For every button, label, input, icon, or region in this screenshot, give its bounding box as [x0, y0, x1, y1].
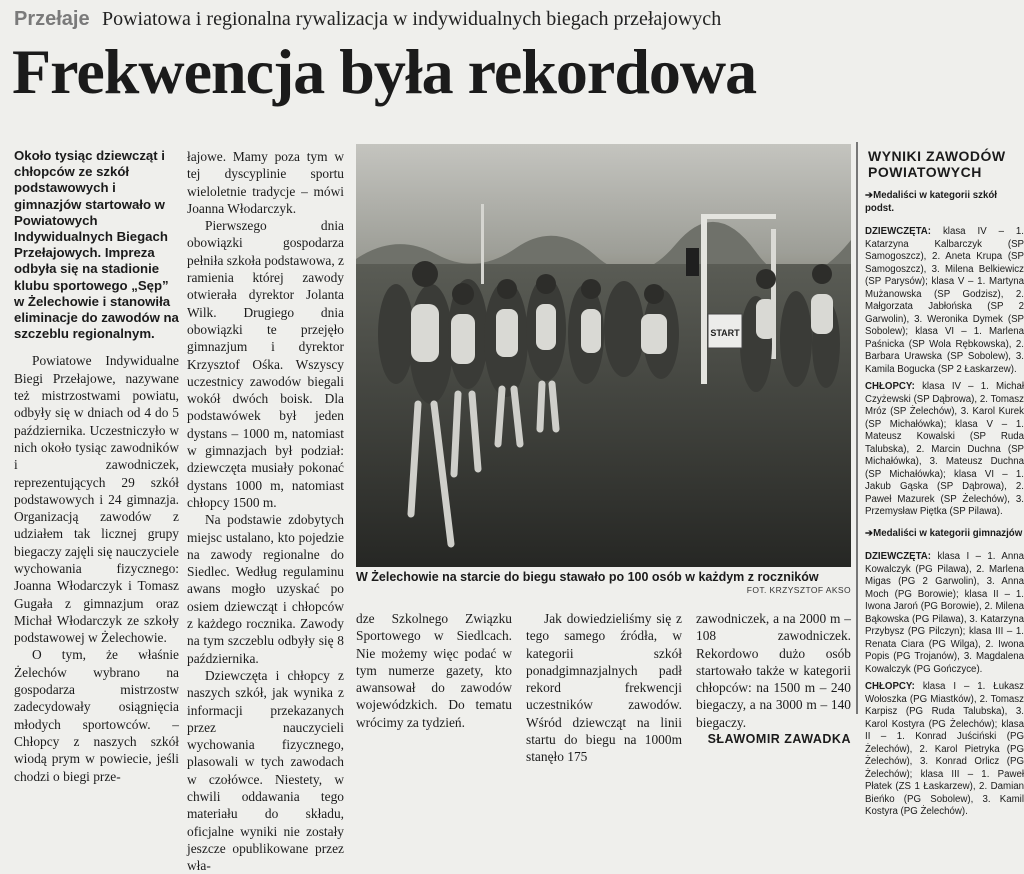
article-column-3 [356, 610, 512, 730]
body-paragraph: Powiatowe Indywidualne Biegi Przełajowe, nazywane też mistrzostwami powiatu, odbyły się w dniach od 4 do 5 października. Uczestniczyło w nich około tysiąc zawodników i zawodniczek, reprezentujących 29 szkół podstawowych i 24 gimnazja. Organizacją zawodów z udziałem tak licznej grupy biegaczy zajęli się nauczyciele wychowania fizycznego: Joanna Włodarczyk i Tomasz Gugała z gimnazjum oraz Michał Włodarczyk ze szkoły podstawowej w Żelechowie. [14, 353, 179, 646]
results-sidebar [856, 142, 1024, 817]
results-text: klasa I – 1. Łukasz Wołoszka (PG Miastków), 2. Tomasz Karpisz (PG Ruda Talubska), 3. Karol Kostyra (PG Żelechów); klasa II – 1. Konrad Juściński (PG Żelechów), 2. Karol Pietryka (PG Żelechów), 3. Konrad Orlicz (PG Żelechów); klasa III – 1. Paweł Płatek (ZS 1 Łaskarzew), 2. Damian Bieńko (PG Sobolew), 3. Kamil Kostyra (PG Żelechów). [865, 681, 1024, 817]
arrow-icon: ➔ [865, 527, 874, 539]
results-text: klasa I – 1. Anna Kowalczyk (PG Pilawa), 2. Marlena Migas (PG 2 Garwolin), 3. Anna Moch (PG Borowie); klasa II – 1. Iwona Jaroń (PG Borowie), 2. Milena Bąkowska (PG Pilawa), 3. Katarzyna Przybysz (PG Pilczyn); klasa III – 1. Renata Ciara (PG Wilga), 2. Iwona Popis (PG Trojanów), 3. Magdalena Kowalczyk (PG Gończyce). [865, 551, 1024, 675]
article-column-1 [14, 148, 179, 784]
kicker-subtitle: Powiatowa i regionalna rywalizacja w indywidualnych biegach przełajowych [101, 8, 722, 30]
results-paragraph [865, 226, 1024, 376]
results-label: CHŁOPCY: [865, 381, 915, 392]
results-paragraph [865, 551, 1024, 676]
photo-credit: FOT. KRZYSZTOF AKSO [746, 585, 851, 595]
body-paragraph: łajowe. Mamy poza tym w tej dyscyplinie sportu wieloletnie tradycje – mówi Joanna Włodarczyk. [187, 149, 344, 216]
body-paragraph: Na podstawie zdobytych miejsc ustalano, kto pojedzie na zawody regionalne do Siedlec. Według regulaminu awans mogło uzyskać po osiem dziewcząt i chłopców z każdego rocznika. Zawody na tym szczeblu odbyły się 8 października. [187, 512, 344, 666]
results-text: klasa IV – 1. Michał Czyżewski (SP Dąbrowa), 2. Tomasz Mróz (SP Żelechów), 3. Karol Kurek (SP Michałówka); klasa V – 1. Mateusz Kowalski (SP Ruda Talubska), 2. Marcin Duchna (SP Michałówka), 3. Mateusz Duchna (SP Michałówka); klasa VI – 1. Jakub Gąska (SP Dąbrowa), 2. Paweł Mazurek (SP Żelechów), 3. Przemysław Piętka (SP Pilawa). [865, 381, 1024, 517]
body-paragraph: zawodniczek, a na 2000 m – 108 zawodniczek. Rekordowo dużo osób startowało także w kategorii chłopców: na 1500 m – 240 biegaczy, a na 3000 m – 140 biegaczy. [696, 611, 851, 730]
race-start-photo [356, 144, 851, 567]
body-paragraph: Dziewczęta i chłopcy z naszych szkół, jak wynika z informacji przekazanych przez nauczycieli wychowania fizycznego, plasowali w tych zawodach w czołówce. Niestety, w chwili oddawania tego materiału do składu, oficjalne wyniki nie zostały jeszcze opublikowane przez wła- [187, 667, 344, 874]
kicker [14, 6, 721, 31]
results-paragraph [865, 681, 1024, 819]
category-heading-text: Medaliści w kategorii szkół podst. [865, 190, 997, 214]
results-paragraph [865, 381, 1024, 519]
lead-paragraph: Około tysiąc dziewcząt i chłopców ze szkół podstawowych i gimnazjów startowało w Powiatowych Indywidualnych Biegach Przełajowych. Impreza odbyła się na stadionie klubu sportowego „Sęp” w Żelechowie i stanowiła eliminacje do zawodów na szczeblu regionalnym. [14, 148, 179, 342]
results-text: klasa IV – 1. Katarzyna Kalbarczyk (SP Samogoszcz), 2. Aneta Krupa (SP Samogoszcz), 3. Milena Belkiewicz (SP Parysów); klasa V – 1. Martyna Mużanowska (SP Godzisz), 2. Małgorzata Jabłońska (SP 2 Garwolin), 3. Weronika Dymek (SP Sobolew); klasa VI – 1. Marlena Paśnicka (SP Wola Rębkowska), 2. Barbara Urawska (SP Sobolew), 3. Kamila Bogucka (SP 2 Łaskarzew). [865, 226, 1024, 375]
arrow-icon: ➔ [865, 190, 874, 201]
sidebar-title: WYNIKI ZAWODÓW POWIATOWYCH [868, 148, 1006, 180]
flag-pole [481, 204, 484, 284]
body-paragraph: Pierwszego dnia obowiązki gospodarza pełniła szkoła podstawowa, z ramienia której zawody otwierała dyrektor Jolanta Wilk. Drugiego dnia obowiązki te przejęło gimnazjum i dyrektor Krzysztof Ośka. Wszyscy uczestnicy zawodów biegali wokół dwóch boisk. Dla podstawówek był jeden dystans – 1000 m, natomiast w gimnazjach był podział: dziewczęta musiały pokonać dystans 1000 m, natomiast chłopcy 1500 m. [187, 218, 344, 510]
goal-crossbar [701, 214, 776, 219]
category-heading [865, 190, 1024, 215]
start-sign [708, 314, 742, 348]
author-signature: SŁAWOMIR ZAWADKA [707, 732, 851, 747]
goal-post-left [701, 214, 707, 384]
category-heading [865, 528, 1024, 541]
results-label: DZIEWCZĘTA: [865, 226, 932, 237]
results-label: CHŁOPCY: [865, 681, 915, 692]
body-paragraph: Jak dowiedzieliśmy się z tego samego źródła, w kategorii szkół ponadgimnazjalnych padł rekord frekwencji uczestników zawodów. Wśród dziewcząt na linii startu do biegu na 1000m stanęło 175 [526, 611, 682, 765]
article-column-4 [526, 610, 682, 765]
sidebar-body [865, 190, 1024, 824]
headline: Frekwencja była rekordowa [12, 36, 757, 107]
body-paragraph: dze Szkolnego Związku Sportowego w Siedlcach. Nie możemy więc podać w tym numerze gazety, kto awansował do zawodów wojewódzkich. Do tematu wrócimy za tydzień. [356, 611, 512, 730]
body-paragraph: O tym, że właśnie Żelechów wybrano na gospodarza mistrzostw zadecydowały osiągnięcia młodych sportowców. – Chłopcy z naszych szkół wiodą prym w powiecie, jeśli chodzi o biegi prze- [14, 647, 179, 784]
loudspeaker [686, 248, 699, 276]
start-sign-label: START [710, 328, 740, 338]
article-column-2 [187, 148, 344, 874]
photo-caption: W Żelechowie na starcie do biegu stawało po 100 osób w każdym z roczników [356, 570, 819, 584]
article-column-5 [696, 610, 851, 747]
results-label: DZIEWCZĘTA: [865, 551, 932, 562]
photo-illustration [356, 144, 851, 567]
category-heading-text: Medaliści w kategorii gimnazjów [873, 527, 1023, 539]
section-rubric: Przełaje [14, 8, 90, 30]
sky [356, 144, 851, 254]
